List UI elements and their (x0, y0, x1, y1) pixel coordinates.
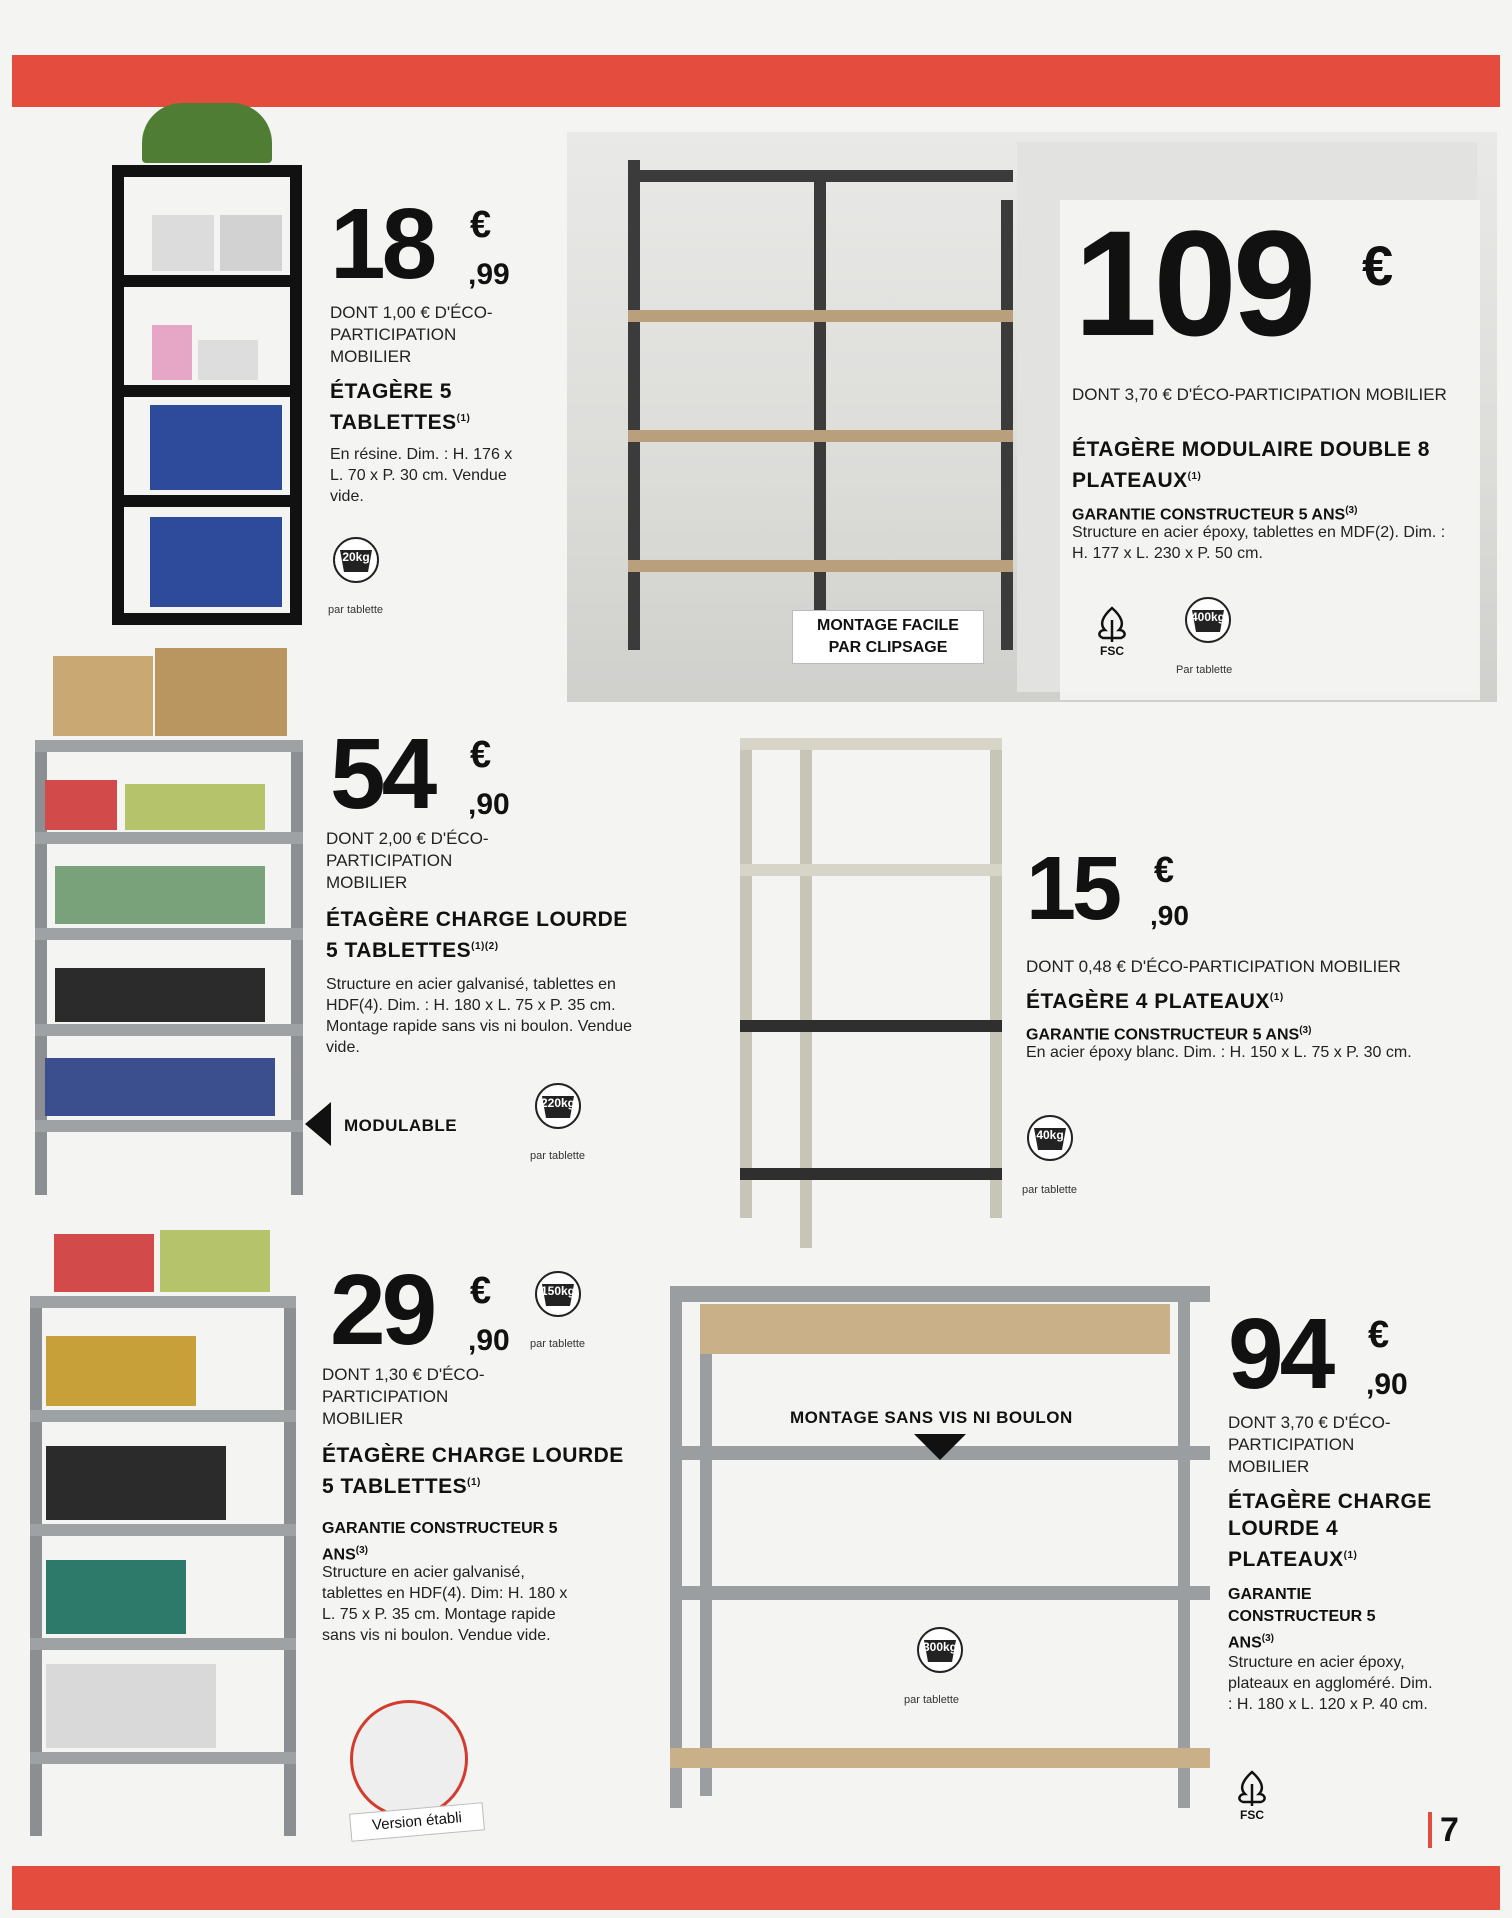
tag-sans-vis: MONTAGE SANS VIS NI BOULON (790, 1408, 1073, 1427)
load-caption-heavy-29: par tablette (530, 1338, 586, 1350)
workbench-inset-image (350, 1700, 468, 1818)
fsc-logo-modular: FSC (1088, 606, 1136, 658)
eco-participation-4-plateaux: DONT 0,48 € D'ÉCO-PARTICIPATION MOBILIER (1026, 957, 1401, 976)
load-badge-300kg: 300kg (916, 1626, 964, 1674)
eco-participation-heavy-94: DONT 3,70 € D'ÉCO-PARTICIPATION MOBILIER (1228, 1413, 1391, 1476)
garantie-4-plateaux: GARANTIE CONSTRUCTEUR 5 ANS$^{(3)}$ (1026, 1025, 1312, 1044)
tag-clipsage: MONTAGE FACILE PAR CLIPSAGE (792, 610, 984, 664)
eco-participation-heavy-54: DONT 2,00 € D'ÉCO-PARTICIPATION MOBILIER (326, 829, 489, 892)
bottom-color-band (12, 1866, 1500, 1910)
eco-participation-resin: DONT 1,00 € D'ÉCO-PARTICIPATION MOBILIER (330, 303, 493, 366)
load-caption-4-plateaux: par tablette (1022, 1184, 1078, 1196)
title-resin-shelf: ÉTAGÈRE 5 TABLETTES$^{(1)}$ (330, 380, 471, 434)
title-heavy-94: ÉTAGÈRE CHARGE LOURDE 4 PLATEAUX$^{(1)}$ (1228, 1490, 1432, 1571)
load-caption-resin: par tablette (328, 604, 384, 616)
double-modular-shelf-image (628, 160, 1013, 650)
price-heavy-94: 94 € ,90 (1228, 1298, 1408, 1410)
fsc-logo-heavy-94: FSC (1228, 1770, 1276, 1822)
price-heavy-54: 54 € ,90 (330, 718, 510, 830)
resin-shelf-image (112, 165, 302, 625)
tag-version-etabli: Version établi (349, 1802, 485, 1842)
load-badge-220kg: 220kg (534, 1082, 582, 1130)
desc-4-plateaux: En acier époxy blanc. Dim. : H. 150 x L. 75 x P. 30 cm. (1026, 1044, 1412, 1061)
load-caption-heavy-54: par tablette (530, 1150, 586, 1162)
load-caption-modular: Par tablette (1176, 664, 1233, 676)
eco-participation-heavy-29: DONT 1,30 € D'ÉCO-PARTICIPATION MOBILIER (322, 1365, 485, 1428)
desc-heavy-29: Structure en acier galvanisé, tablettes en HDF(4). Dim: H. 180 x L. 75 x P. 35 cm. Montage rapide sans vis ni boulon. Vendue vide. (322, 1564, 568, 1644)
garantie-heavy-94: GARANTIE CONSTRUCTEUR 5 ANS$^{(3)}$ (1228, 1586, 1376, 1652)
price-heavy-29: 29 € ,90 (330, 1254, 510, 1366)
heavy-galvanised-shelf-image (35, 740, 303, 1195)
title-4-plateaux: ÉTAGÈRE 4 PLATEAUX$^{(1)}$ (1026, 990, 1284, 1013)
arrow-left-icon (305, 1102, 331, 1146)
title-heavy-54: ÉTAGÈRE CHARGE LOURDE 5 $TABLETTES^{(1)(2)}$ (326, 908, 628, 962)
white-4-shelf-image (740, 738, 1002, 1248)
load-badge-20kg: 20kg (332, 536, 380, 584)
load-badge-150kg: 150kg (534, 1270, 582, 1318)
heavy-29-shelf-image (30, 1296, 296, 1836)
title-heavy-29: ÉTAGÈRE CHARGE LOURDE 5 TABLETTES$^{(1)}$ (322, 1444, 624, 1498)
price-4-plateaux: 15 € ,90 (1026, 839, 1189, 939)
desc-double-modular: Structure en acier époxy, tablettes en MDF(2). Dim. : H. 177 x L. 230 x P. 50 cm. (1072, 524, 1446, 562)
price-resin-shelf: 18 € ,99 (330, 188, 510, 300)
price-double-modular: 109 € (1074, 199, 1394, 367)
top-color-band (12, 55, 1500, 107)
desc-heavy-94: Structure en acier époxy, plateaux en aggloméré. Dim. : H. 180 x L. 120 x P. 40 cm. (1228, 1654, 1433, 1713)
garantie-modular: GARANTIE CONSTRUCTEUR 5 ANS$^{(3)}$ (1072, 505, 1358, 524)
desc-heavy-54: Structure en acier galvanisé, tablettes en HDF(4). Dim. : H. 180 x L. 75 x P. 35 cm. Montage rapide sans vis ni boulon. Vendue vide. (326, 976, 632, 1056)
load-badge-400kg: 400kg (1184, 596, 1232, 644)
title-double-modular: ÉTAGÈRE MODULAIRE DOUBLE 8 PLATEAUX$^{(1)}$ (1072, 438, 1430, 492)
page-number: 7 (1428, 1812, 1459, 1848)
load-badge-40kg: 40kg (1026, 1114, 1074, 1162)
arrow-down-icon (914, 1434, 966, 1460)
heavy-4-plateaux-image (670, 1286, 1210, 1808)
desc-resin-shelf: En résine. Dim. : H. 176 x L. 70 x P. 30 cm. Vendue vide. (330, 446, 513, 505)
garantie-heavy-29: GARANTIE CONSTRUCTEUR 5 ANS$^{(3)}$ (322, 1520, 558, 1564)
tag-modulable: MODULABLE (344, 1116, 458, 1135)
eco-participation-modular: DONT 3,70 € D'ÉCO-PARTICIPATION MOBILIER (1072, 385, 1447, 404)
load-caption-heavy-94: par tablette (904, 1694, 960, 1706)
